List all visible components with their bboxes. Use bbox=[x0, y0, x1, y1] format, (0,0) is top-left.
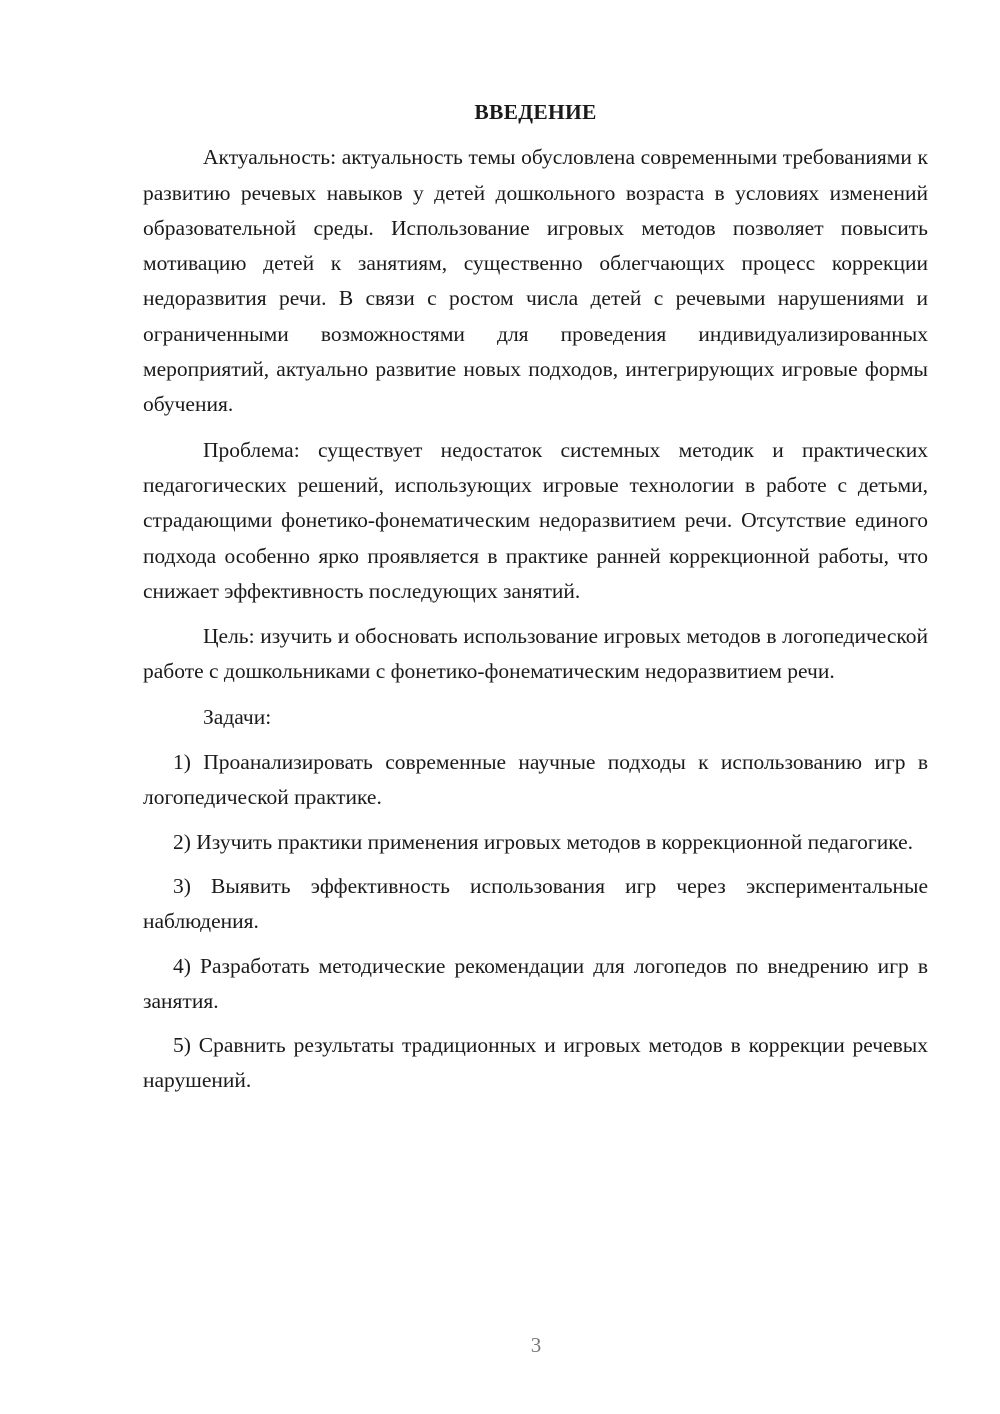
section-heading: ВВЕДЕНИЕ bbox=[474, 100, 597, 124]
task-item: 4) Разработать методические рекомендации для логопедов по внедрению игр в занятия. bbox=[143, 953, 928, 1013]
goal-paragraph: Цель: изучить и обосновать использование игровых методов в логопедической работе с дошкольниками с фонетико-фонематическим недоразвитием речи. bbox=[143, 624, 928, 684]
task-item: 1) Проанализировать современные научные подходы к использованию игр в логопедической практике. bbox=[143, 750, 928, 810]
task-item: 2) Изучить практики применения игровых методов в коррекционной педагогике. bbox=[173, 829, 914, 854]
page-number: 3 bbox=[530, 1333, 542, 1357]
tasks-list bbox=[143, 745, 928, 1099]
document-body bbox=[143, 95, 928, 1108]
task-item: 3) Выявить эффективность использования игр через экспериментальные наблюдения. bbox=[143, 873, 928, 934]
tasks-label: Задачи: bbox=[203, 704, 272, 729]
problem-paragraph: Проблема: существует недостаток системных методик и практических педагогических решений, использующих игровые технологии в работе с детьми, страдающими фонетико-фонематическим недоразвитием речи. Отсутствие единого подхода особенно ярко проявляется в практике ранней коррекционной работы, что снижает эффективность последующих занятий. bbox=[143, 437, 928, 603]
task-item: 5) Сравнить результаты традиционных и игровых методов в коррекции речевых нарушений. bbox=[143, 1033, 928, 1093]
relevance-paragraph: Актуальность: актуальность темы обусловлена современными требованиями к развитию речевых навыков у детей дошкольного возраста в условиях изменений образовательной среды. Использование игровых методов позволяет повысить мотивацию детей к занятиям, существенно облегчающих процесс коррекции недоразвития речи. В связи с ростом числа детей с речевыми нарушениями и ограниченными возможностями для проведения индивидуализированных мероприятий, актуально развитие новых подходов, интегрирующих игровые формы обучения. bbox=[143, 145, 928, 417]
